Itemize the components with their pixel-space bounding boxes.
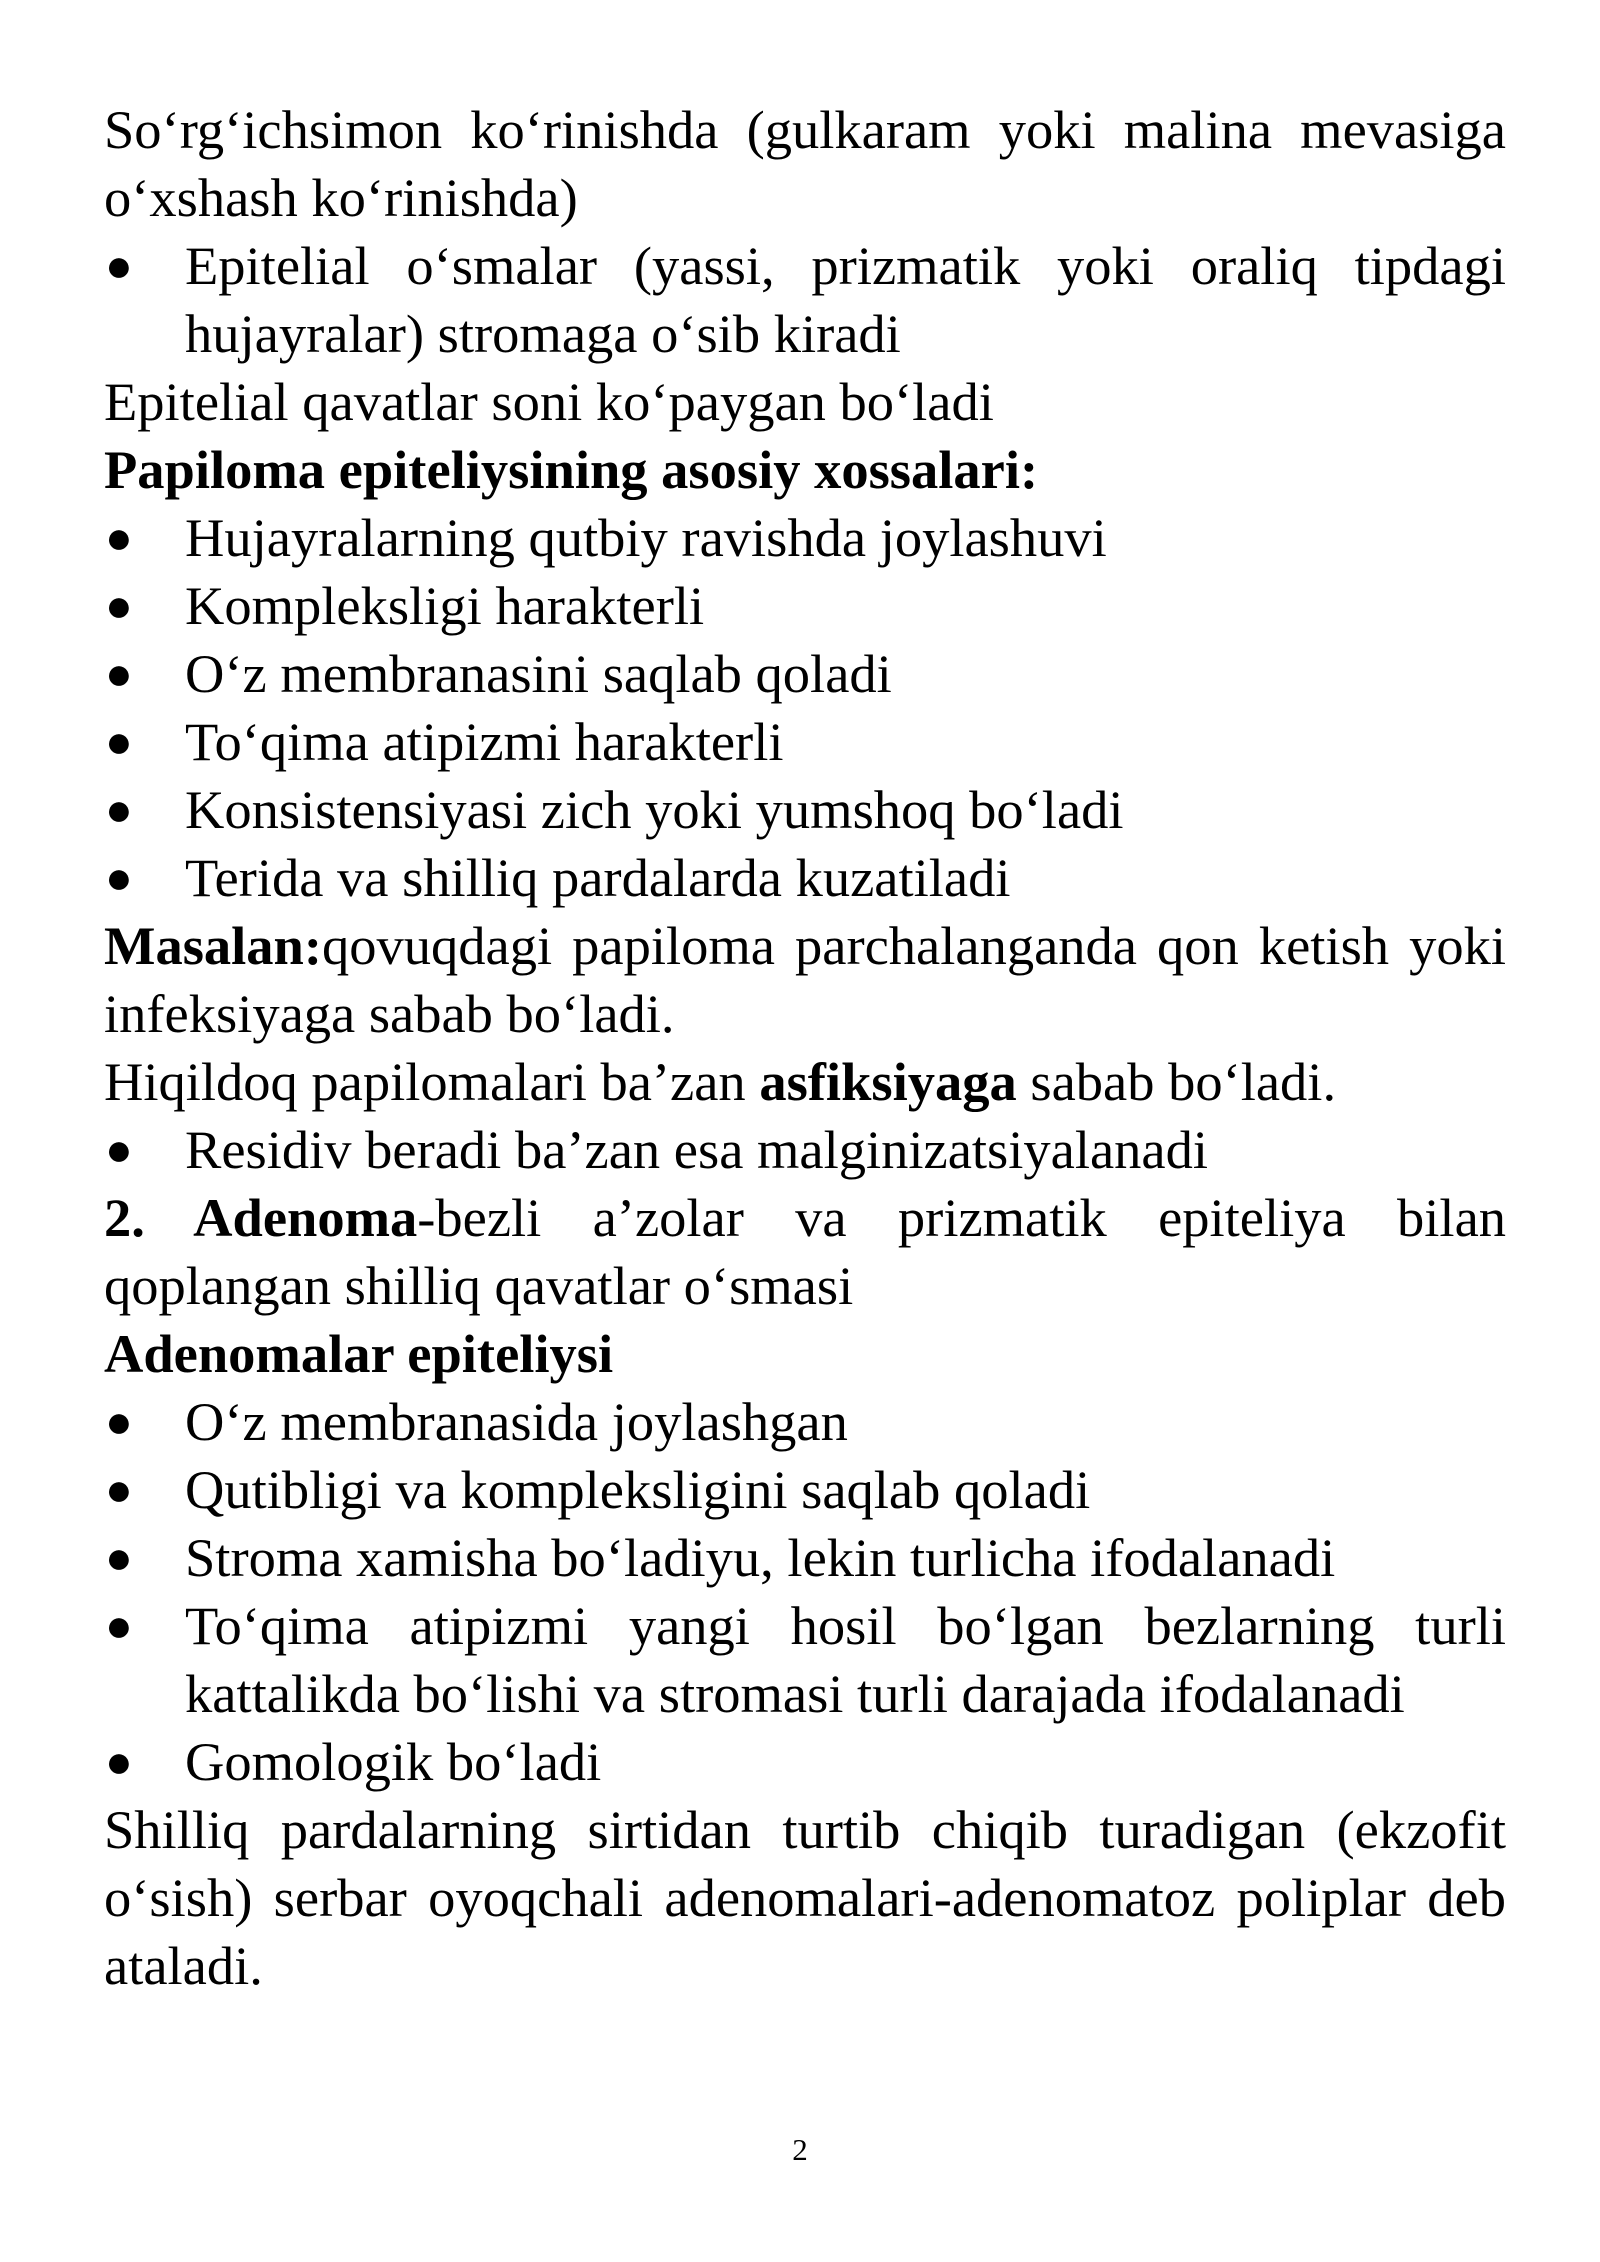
- bullet-icon: ●: [105, 648, 133, 699]
- bullet-icon: ●: [105, 1736, 133, 1787]
- bullet-icon: ●: [105, 716, 133, 767]
- bullet-icon: ●: [105, 852, 133, 903]
- page-number: 2: [792, 2132, 808, 2167]
- list-item: ● Terida va shilliq pardalarda kuzatiladi: [104, 844, 1506, 912]
- paragraph-adenoma: 2. Adenoma-bezli a’zolar va prizmatik epiteliya bilan qoplangan shilliq qavatlar o‘smasi: [104, 1187, 1507, 1316]
- example-label: Masalan:: [104, 915, 322, 976]
- paragraph-intro: So‘rg‘ichsimon ko‘rinishda (gulkaram yoki malina mevasiga o‘xshash ko‘rinishda): [104, 99, 1506, 228]
- bullet-icon: ●: [105, 1464, 133, 1515]
- list-item: ● Qutibligi va kompleksligini saqlab qoladi: [104, 1456, 1506, 1524]
- heading-adenoma-epithelium: Adenomalar epiteliysi: [104, 1323, 614, 1384]
- list-item: ● To‘qima atipizmi harakterli: [104, 708, 1506, 776]
- paragraph-example: Masalan:qovuqdagi papiloma parchalanganda qon ketish yoki infeksiyaga sabab bo‘ladi.: [104, 915, 1506, 1044]
- bullet-list-adenoma: [104, 1388, 1506, 1796]
- list-item: ● Stroma xamisha bo‘ladiyu, lekin turlicha ifodalanadi: [104, 1524, 1506, 1592]
- paragraph-larynx: Hiqildoq papilomalari ba’zan asfiksiyaga sabab bo‘ladi.: [104, 1051, 1337, 1112]
- list-item: ● To‘qima atipizmi yangi hosil bo‘lgan bezlarning turli kattalikda bo‘lishi va stromasi turli darajada ifodalanadi: [104, 1592, 1506, 1728]
- bold-term: asfiksiyaga: [759, 1051, 1017, 1112]
- adenoma-term: 2. Adenoma: [104, 1187, 418, 1248]
- bullet-icon: ●: [105, 1124, 133, 1175]
- list-item: ● Residiv beradi ba’zan esa malginizatsiyalanadi: [104, 1116, 1506, 1184]
- bullet-icon: ●: [105, 580, 133, 631]
- list-item: ● Konsistensiyasi zich yoki yumshoq bo‘ladi: [104, 776, 1506, 844]
- bullet-icon: ●: [105, 512, 133, 563]
- list-item: ● Kompleksligi harakterli: [104, 572, 1506, 640]
- bullet-icon: ●: [105, 784, 133, 835]
- bullet-list-papilloma: [104, 504, 1506, 912]
- list-item: ● Hujayralarning qutbiy ravishda joylashuvi: [104, 504, 1506, 572]
- bullet-icon: ●: [105, 1532, 133, 1583]
- heading-papilloma-properties: Papiloma epiteliysining asosiy xossalari:: [104, 439, 1039, 500]
- bullet-list-recurrence: [104, 1116, 1506, 1184]
- bullet-list-epithelial: [104, 232, 1506, 368]
- document-page: [104, 96, 1506, 2000]
- bullet-icon: ●: [105, 1396, 133, 1447]
- paragraph-layers: Epitelial qavatlar soni ko‘paygan bo‘ladi: [104, 371, 994, 432]
- list-item: ● O‘z membranasida joylashgan: [104, 1388, 1506, 1456]
- list-item: ● O‘z membranasini saqlab qoladi: [104, 640, 1506, 708]
- bullet-icon: ●: [105, 1600, 133, 1651]
- list-item: ● Gomologik bo‘ladi: [104, 1728, 1506, 1796]
- bullet-icon: ●: [105, 240, 133, 291]
- paragraph-polyps: Shilliq pardalarning sirtidan turtib chiqib turadigan (ekzofit o‘sish) serbar oyoqchali adenomalari-adenomatoz poliplar deb ataladi.: [104, 1799, 1506, 1996]
- list-item: ● Epitelial o‘smalar (yassi, prizmatik yoki oraliq tipdagi hujayralar) stromaga o‘sib kiradi: [104, 232, 1506, 368]
